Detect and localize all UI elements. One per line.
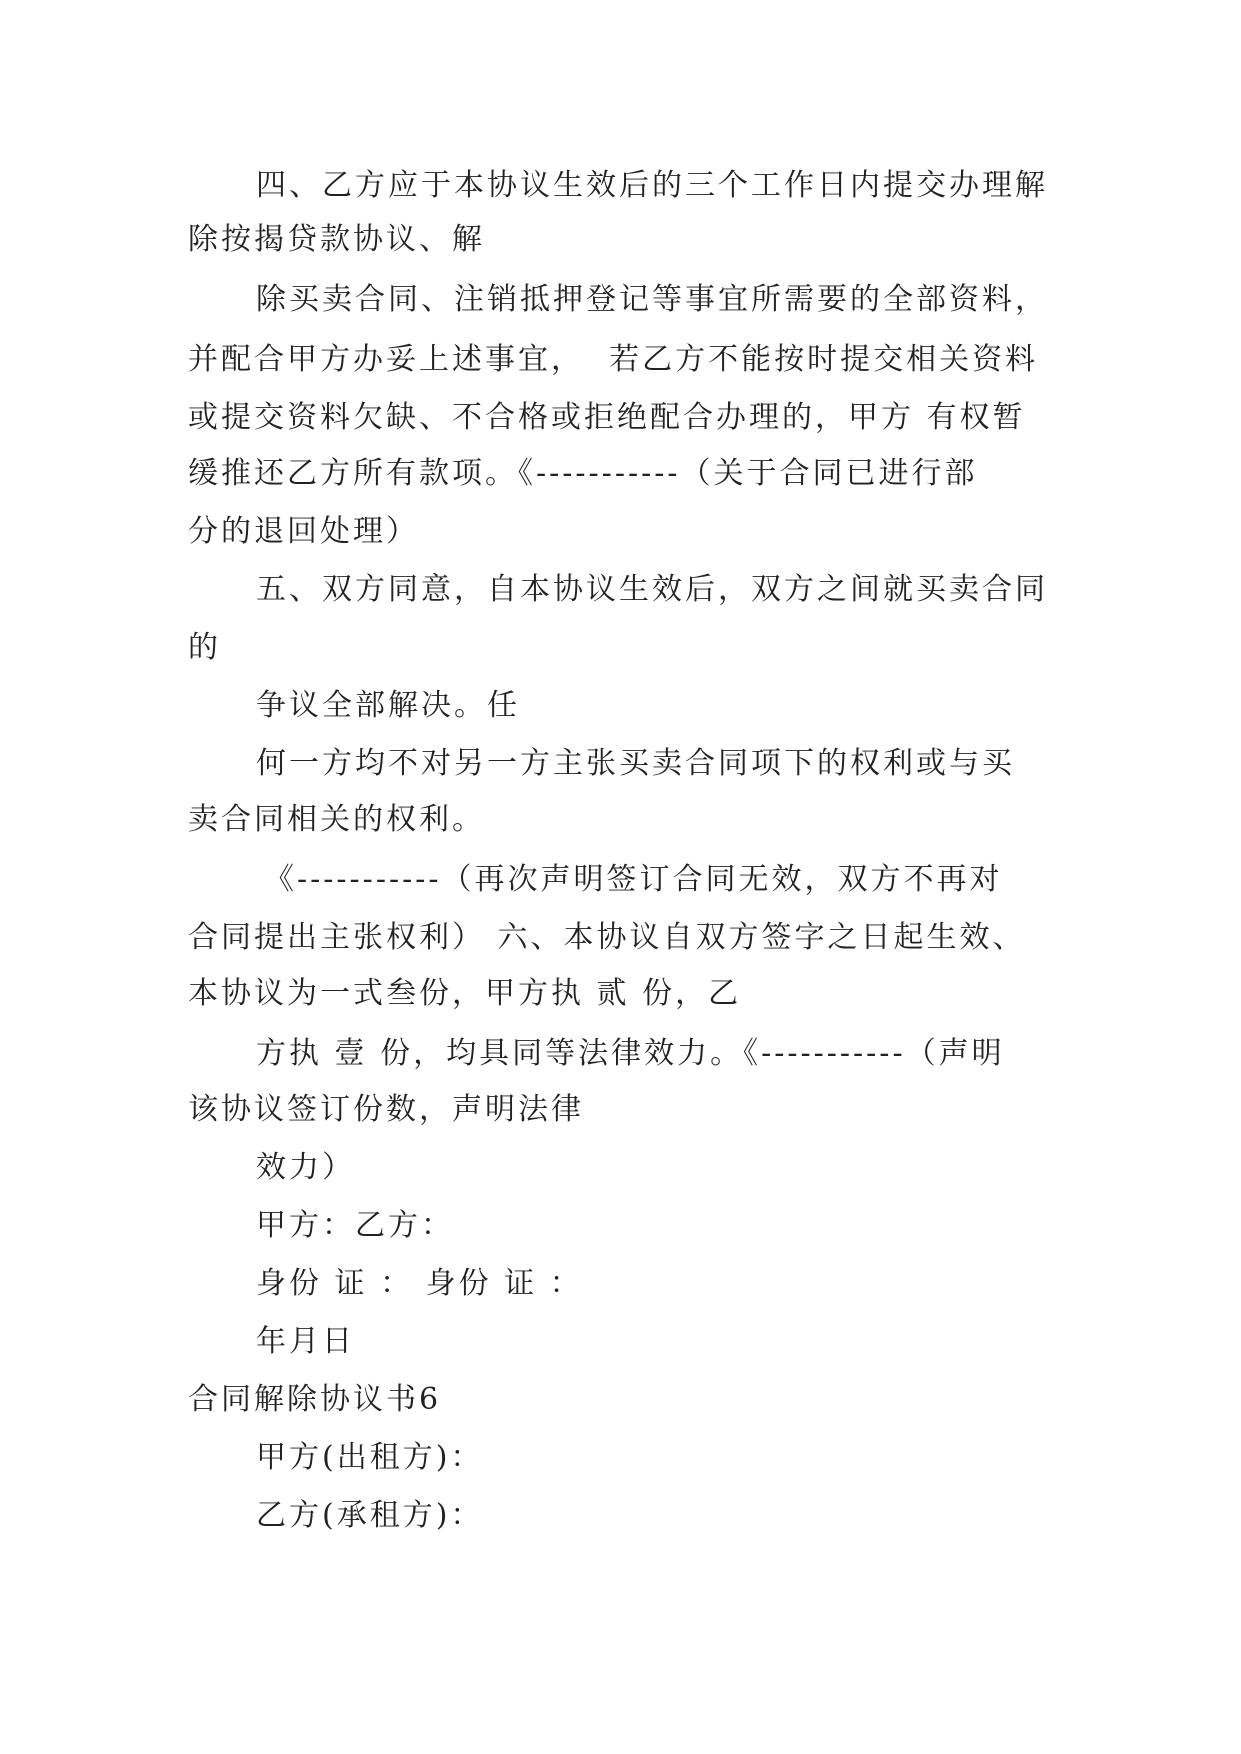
section-heading: 合同解除协议书6 [188, 1382, 442, 1417]
text-line: 除买卖合同、注销抵押登记等事宜所需要的全部资料， [256, 282, 1048, 317]
text-line: 争议全部解决。任 [256, 688, 520, 723]
text-line: 分的退回处理） [188, 514, 419, 549]
text-line: 合同提出主张权利） 六、本协议自双方签字之日起生效、 [188, 920, 1026, 955]
text-line: 或提交资料欠缺、不合格或拒绝配合办理的，甲方 有权暂 [188, 400, 1026, 435]
text-line: 何一方均不对另一方主张买卖合同项下的权利或与买 [256, 746, 1015, 781]
text-line: 五、双方同意，自本协议生效后，双方之间就买卖合同 [256, 572, 1048, 607]
text-line: 本协议为一式叁份，甲方执 贰 份，乙 [188, 976, 742, 1011]
text-line: 并配合甲方办妥上述事宜， 若乙方不能按时提交相关资料 [188, 342, 1039, 377]
text-line: 四、乙方应于本协议生效后的三个工作日内提交办理解 [256, 168, 1048, 203]
text-line: 甲方：乙方： [256, 1208, 454, 1243]
text-line: 乙方(承租方)： [256, 1498, 484, 1533]
text-line: 方执 壹 份，均具同等法律效力。《-----------（声明 [256, 1036, 1005, 1071]
text-line: 缓推还乙方所有款项。《-----------（关于合同已进行部 [188, 456, 978, 491]
text-line: 效力） [256, 1150, 355, 1185]
text-line: 除按揭贷款协议、解 [188, 222, 485, 257]
text-line: 《-----------（再次声明签订合同无效，双方不再对 [264, 862, 1003, 897]
text-line: 该协议签订份数，声明法律 [188, 1092, 584, 1127]
text-line: 甲方(出租方)： [256, 1440, 484, 1475]
text-line: 卖合同相关的权利。 [188, 802, 485, 837]
text-line: 身份 证 ： 身份 证 ： [256, 1266, 583, 1301]
text-line: 年月日 [256, 1324, 355, 1359]
text-line: 的 [188, 630, 221, 665]
